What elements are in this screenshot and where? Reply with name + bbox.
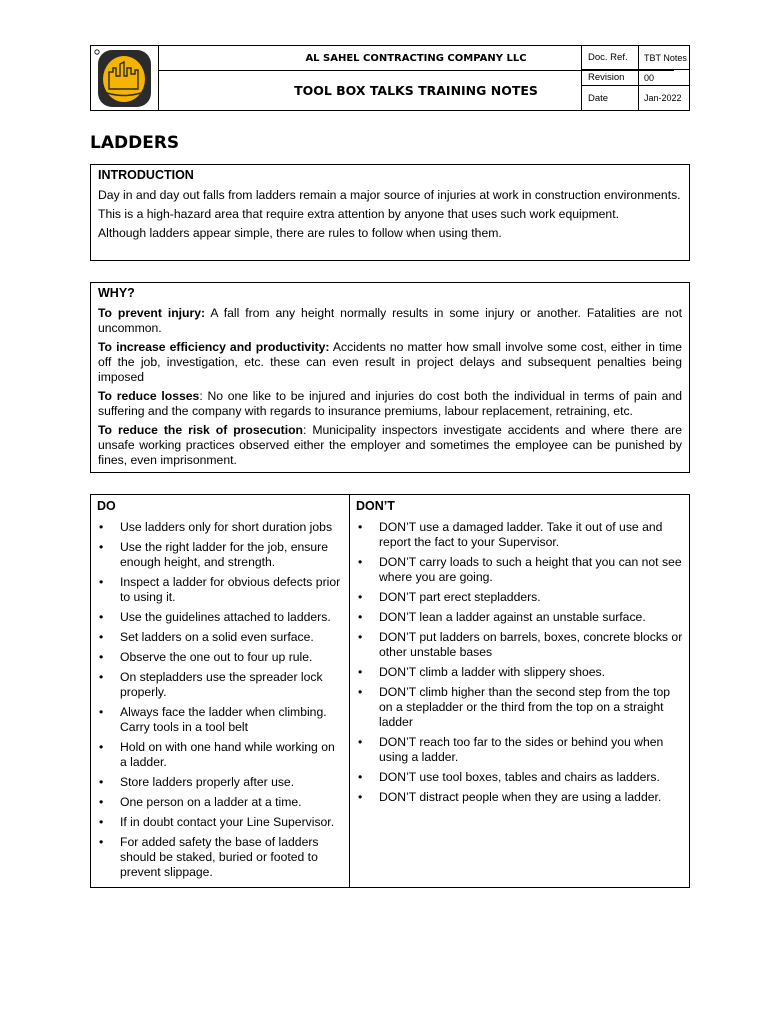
do-item: • Store ladders properly after use. [97,775,343,790]
dont-item: • DON’T climb a ladder with slippery shoes. [356,665,683,680]
do-item: • For added safety the base of ladders should be staked, buried or footed to prevent slippage. [97,835,343,880]
why-item [98,389,682,419]
do-item: • On stepladders use the spreader lock properly. [97,670,343,700]
introduction-section [90,164,690,261]
date-value: Jan-2022 [638,86,689,110]
do-item: • Inspect a ladder for obvious defects prior to using it. [97,575,343,605]
company-name: AL SAHEL CONTRACTING COMPANY LLC [158,46,674,71]
why-heading: WHY? [98,286,135,300]
revision-value: 00 [638,70,689,86]
why-section [90,282,690,473]
dont-item: • DON’T lean a ladder against an unstable surface. [356,610,683,625]
why-item-text: : No one like to be injured and injuries do cost both the individual in terms of pain and suffering and the company with regards to insurance premiums, labour replacement, retraining, etc. [98,389,683,418]
dont-item: • DON’T distract people when they are using a ladder. [356,790,683,805]
dont-list [356,520,683,805]
dont-item: • DON’T carry loads to such a height that you can not see where you are going. [356,555,683,585]
date-label: Date [581,86,638,110]
why-item-text: : Municipality inspectors investigate accidents and where there are unsafe working practices observed either the employer and sometimes the employee can be punished by fines, even imprisonment. [98,423,682,467]
introduction-paragraph: Day in and day out falls from ladders remain a major source of injuries at work in construction environments. [98,188,681,202]
introduction-paragraph: Although ladders appear simple, there are rules to follow when using them. [98,226,502,240]
why-item-label: To reduce the risk of prosecution [98,423,303,437]
dont-item: • DON’T use a damaged ladder. Take it out of use and report the fact to your Supervisor. [356,520,683,550]
do-heading: DO [97,499,116,513]
revision-label: Revision [581,70,638,86]
document-header [90,45,690,111]
why-item-label: To reduce losses [98,389,200,403]
do-dont-table [90,494,690,888]
dont-item: • DON’T climb higher than the second step from the top on a stepladder or the third from the top on a straight ladder [356,685,683,730]
why-item-text: Accidents no matter how small involve some cost, either in time off the job, investigation, etc. these can even result in project delays and subsequent penalties being imposed [98,340,683,384]
doc-ref-label: Doc. Ref. [581,46,638,70]
why-item [98,306,682,336]
do-column [91,495,350,887]
why-item [98,423,682,468]
page-title: LADDERS [90,133,180,153]
company-logo-icon [91,46,157,110]
logo-cell [91,46,159,110]
why-item-label: To increase efficiency and productivity: [98,340,330,354]
do-item: • Hold on with one hand while working on a ladder. [97,740,343,770]
do-item: • One person on a ladder at a time. [97,795,343,810]
dont-item: • DON’T part erect stepladders. [356,590,683,605]
do-item: • Use ladders only for short duration jobs [97,520,343,535]
doc-ref-value: TBT Notes [638,46,689,70]
do-item: • Use the guidelines attached to ladders. [97,610,343,625]
why-item-label: To prevent injury: [98,306,206,320]
do-item: • Always face the ladder when climbing. Carry tools in a tool belt [97,705,343,735]
do-list [97,520,343,880]
dont-heading: DON’T [356,499,395,513]
why-item [98,340,682,385]
do-item: • Set ladders on a solid even surface. [97,630,343,645]
document-title: TOOL BOX TALKS TRAINING NOTES [294,82,538,98]
do-item: • Use the right ladder for the job, ensure enough height, and strength. [97,540,343,570]
dont-item: • DON’T reach too far to the sides or behind you when using a ladder. [356,735,683,765]
why-item-text: A fall from any height normally results in some injury or another. Fatalities are not uncommon. [98,306,682,335]
dont-column [350,495,689,887]
do-item: • If in doubt contact your Line Supervisor. [97,815,343,830]
dont-item: • DON’T put ladders on barrels, boxes, concrete blocks or other unstable bases [356,630,683,660]
do-item: • Observe the one out to four up rule. [97,650,343,665]
introduction-paragraph: This is a high-hazard area that require extra attention by anyone that uses such work equipment. [98,207,619,221]
introduction-heading: INTRODUCTION [98,168,194,182]
dont-item: • DON’T use tool boxes, tables and chairs as ladders. [356,770,683,785]
